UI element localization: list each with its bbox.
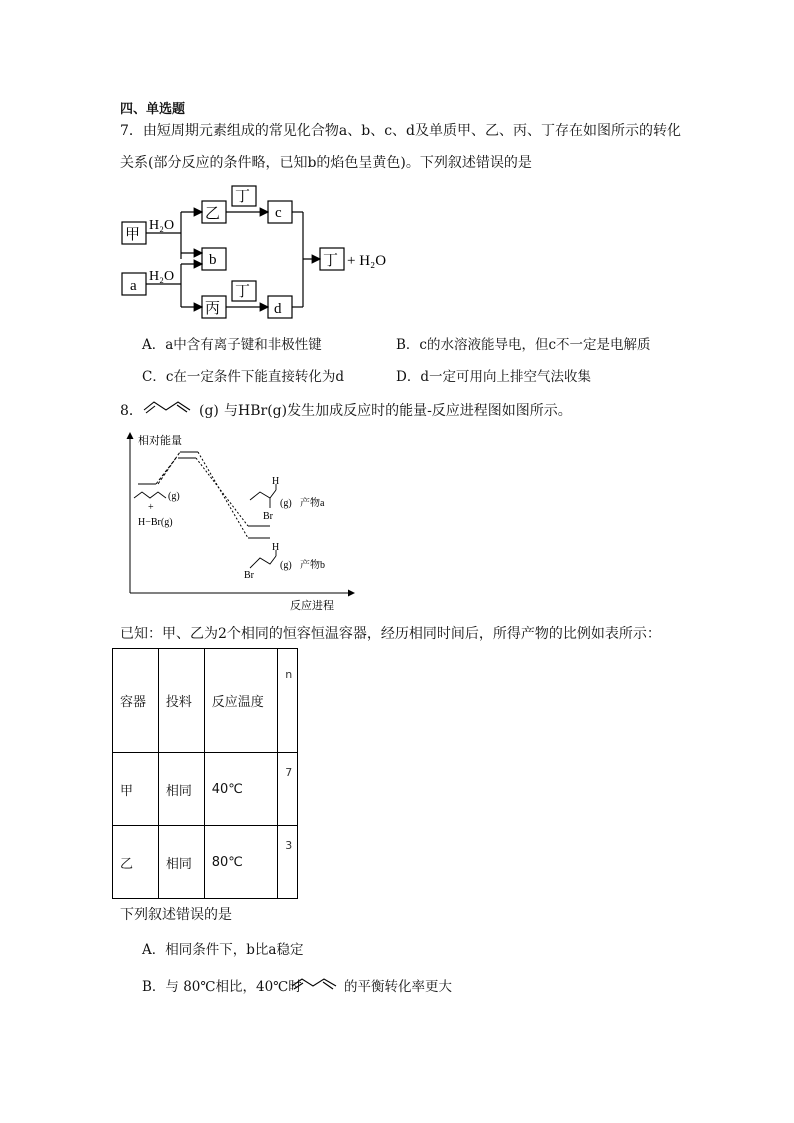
- label-bing: 丙: [205, 301, 221, 317]
- reactant-gas: (g): [168, 491, 180, 502]
- q7-option-b: B．c的水溶液能导电，但c不一定是电解质: [396, 337, 651, 353]
- product-a-gas: (g): [280, 498, 292, 509]
- label-h2o-bottom: H₂O: [149, 269, 175, 284]
- ratio-table-clip: [110, 646, 298, 902]
- label-h2o-top: H₂O: [149, 218, 175, 233]
- product-b-br: Br: [244, 570, 254, 581]
- q8-question-stem: 下列叙述错误的是: [120, 907, 232, 923]
- product-a-h: H: [272, 476, 280, 487]
- q7-option-c: C．c在一定条件下能直接转化为d: [142, 369, 345, 385]
- q8-known-text: 已知：甲、乙为2个相同的恒容恒温容器，经历相同时间后，所得产物的比例如表所示：: [120, 626, 661, 642]
- row1-container: 甲: [113, 753, 159, 826]
- row2-ratio-cut: 3: [278, 826, 298, 899]
- energy-profile-diagram: [118, 428, 358, 614]
- header-container: 容器: [113, 649, 159, 753]
- row1-temp: 40℃: [204, 753, 277, 826]
- label-ding-top: 丁: [235, 189, 251, 205]
- ratio-table: [112, 648, 298, 899]
- label-d: d: [274, 301, 282, 317]
- label-ding-bottom: 丁: [235, 284, 251, 300]
- q7-conversion-diagram: [115, 182, 415, 322]
- row2-container: 乙: [113, 826, 159, 899]
- header-ratio-cut: n: [278, 649, 298, 753]
- label-a: a: [130, 278, 137, 294]
- row2-temp: 80℃: [204, 826, 277, 899]
- label-yi: 乙: [205, 206, 221, 222]
- reactant-plus: +: [148, 502, 154, 513]
- path-to-ts: [156, 458, 196, 484]
- product-b-gas: (g): [280, 560, 292, 571]
- q8-option-a: A．相同条件下，b比a稳定: [142, 942, 304, 958]
- q8-number: 8．: [120, 403, 143, 419]
- reactant-hbr: H−Br(g): [138, 517, 173, 528]
- q7-option-a: A．a中含有离子键和非极性键: [142, 337, 322, 353]
- q8-stem-rest: 与HBr(g)发生加成反应时的能量-反应进程图如图所示。: [224, 403, 572, 419]
- butadiene-structure-icon: [140, 397, 202, 419]
- q7-line2: 关系(部分反应的条件略，已知b的焰色呈黄色)。下列叙述错误的是: [120, 155, 532, 171]
- row2-feed: 相同: [158, 826, 204, 899]
- product-a-br: Br: [263, 511, 273, 522]
- q7-line1: 7．由短周期元素组成的常见化合物a、b、c、d及单质甲、乙、丙、丁存在如图所示的转化: [120, 123, 682, 139]
- row1-feed: 相同: [158, 753, 204, 826]
- label-b: b: [209, 252, 217, 268]
- header-feed: 投料: [158, 649, 204, 753]
- label-plus-h2o: + H₂O: [347, 253, 387, 269]
- product-b-h: H: [272, 542, 280, 553]
- label-c: c: [275, 205, 282, 221]
- product-a-name: 产物a: [300, 498, 325, 509]
- butadiene-structure-icon-option: [290, 974, 346, 994]
- section-title: 四、单选题: [120, 102, 186, 117]
- q7-option-d: D．d一定可用向上排空气法收集: [396, 369, 591, 385]
- q8-gas-label: (g): [199, 403, 219, 419]
- product-b-name: 产物b: [300, 560, 325, 571]
- x-axis-label: 反应进程: [290, 600, 334, 612]
- header-temperature: 反应温度: [204, 649, 277, 753]
- row1-ratio-cut: 7: [278, 753, 298, 826]
- label-jia: 甲: [125, 227, 141, 243]
- label-ding-product: 丁: [323, 253, 339, 269]
- y-axis-label: 相对能量: [138, 435, 182, 447]
- q8-option-b-pre: B．与 80℃相比，40℃时: [142, 979, 302, 995]
- q8-option-b-post: 的平衡转化率更大: [344, 979, 452, 995]
